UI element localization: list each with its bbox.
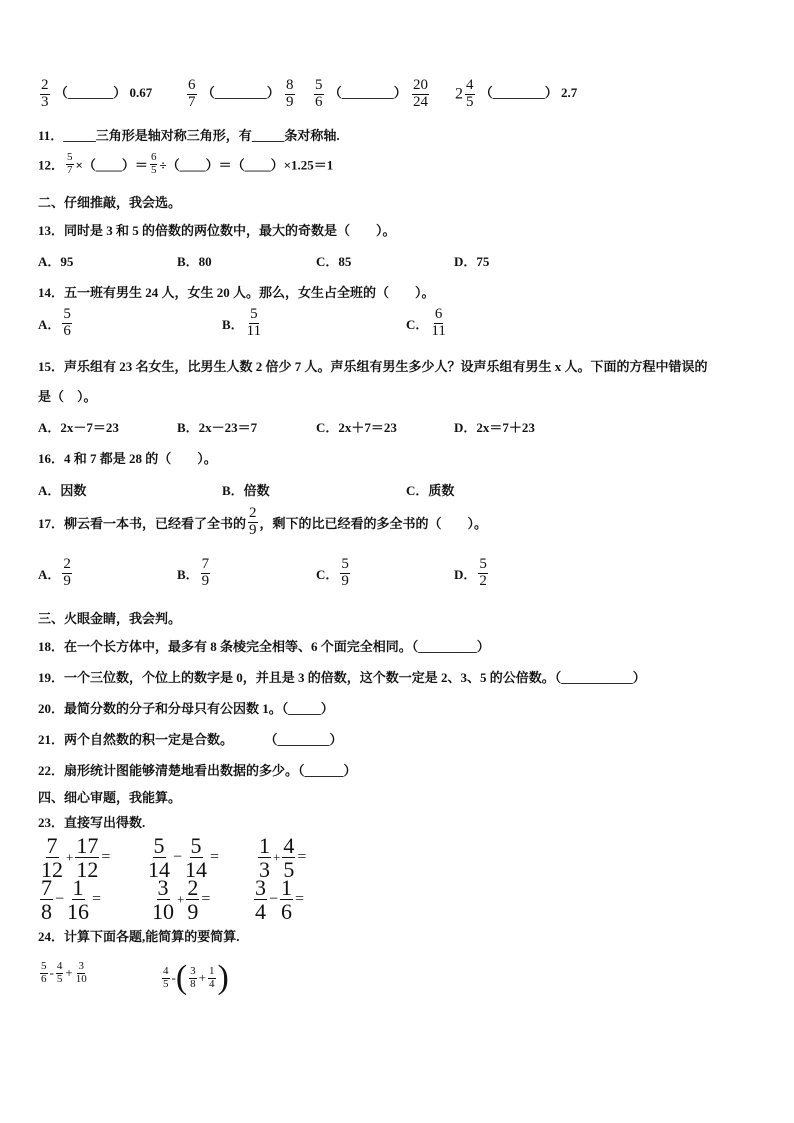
fraction: $\frac{3}{10}$ <box>152 875 174 925</box>
fraction: $\frac{6}{11}$ <box>431 306 446 339</box>
answer-blank[interactable]: _____ <box>63 128 96 143</box>
fraction: $\frac{2}{9}$ <box>63 556 71 589</box>
fraction: $\frac{4}{5}$ <box>163 964 169 990</box>
fraction: $\frac{5}{6}$ <box>315 77 323 110</box>
answer-blank[interactable]: （________） <box>271 732 343 747</box>
fraction: $\frac{5}{6}$ <box>63 306 71 339</box>
q13-option-c[interactable]: C．85 <box>316 254 352 269</box>
question-21: 21．两个自然数的积一定是合数。 （________） <box>38 732 343 747</box>
q10-col3: $\frac{5}{6}$ （________） $\frac{20}{24}$ <box>315 77 429 110</box>
question-19: 19．一个三位数，个位上的数字是 0，并且是 3 的倍数，这个数一定是 2、3、5 的公倍数。（___________） <box>38 670 646 685</box>
q23-expr-2: $\frac{5}{14}$ − $\frac{5}{14}$ = <box>148 833 220 883</box>
fraction: $\frac{5}{14}$ <box>185 833 208 883</box>
q14-option-a[interactable]: A． $\frac{5}{6}$ <box>38 306 71 339</box>
answer-blank[interactable]: _______ <box>67 85 114 101</box>
q16-option-b[interactable]: B．倍数 <box>222 483 270 498</box>
section-title-2: 二、仔细推敲，我会选。 <box>38 195 182 210</box>
question-14: 14．五一班有男生 24 人，女生 20 人。那么，女生占全班的（ ）。 <box>38 285 435 300</box>
q10-row: $\frac{2}{3}$ （_______） 0.67 <box>41 77 153 110</box>
q23-expr-3: $\frac{1}{3}$ + $\frac{4}{5}$ = <box>259 833 307 883</box>
fraction: $\frac{6}{5}$ <box>150 151 157 176</box>
fraction: $\frac{1}{3}$ <box>259 833 270 883</box>
section-title-4: 四、细心审题，我能算。 <box>38 790 182 805</box>
q17-option-c[interactable]: C． $\frac{5}{9}$ <box>316 556 349 589</box>
fraction: $\frac{3}{4}$ <box>255 875 266 925</box>
fraction: $\frac{5}{6}$ <box>41 960 47 985</box>
fraction: $\frac{7}{9}$ <box>201 556 210 589</box>
fraction: $\frac{2}{9}$ <box>249 505 257 538</box>
q24-expr-1: $\frac{5}{6}$ - $\frac{4}{5}$ + $\frac{3}{10}$ <box>41 960 87 985</box>
fraction: $\frac{17}{12}$ <box>76 833 99 883</box>
section-title-3: 三、火眼金睛，我会判。 <box>38 611 182 626</box>
q23-expr-6: $\frac{3}{4}$ − $\frac{1}{6}$ = <box>255 875 305 925</box>
answer-blank[interactable]: ________ <box>492 85 545 101</box>
q15-option-b[interactable]: B．2x－23＝7 <box>177 420 258 435</box>
q13-option-d[interactable]: D．75 <box>454 254 490 269</box>
q17-option-a[interactable]: A． $\frac{2}{9}$ <box>38 556 71 589</box>
fraction: $\frac{2}{3}$ <box>41 77 49 110</box>
fraction: $\frac{1}{6}$ <box>281 875 293 925</box>
q13-option-a[interactable]: A．95 <box>38 254 74 269</box>
question-23: 23．直接写出得数. <box>38 815 146 830</box>
q14-option-b[interactable]: B． $\frac{5}{11}$ <box>222 306 262 339</box>
fraction: $\frac{7}{12}$ <box>41 833 63 883</box>
question-16: 16．4 和 7 都是 28 的（ ）。 <box>38 451 217 466</box>
q15-option-a[interactable]: A．2x－7＝23 <box>38 420 119 435</box>
q17-option-b[interactable]: B． $\frac{7}{9}$ <box>177 556 210 589</box>
fraction: $\frac{5}{9}$ <box>341 556 349 589</box>
fraction: $\frac{4}{5}$ <box>56 960 63 985</box>
q24-expr-2: $\frac{4}{5}$ -( $\frac{3}{8}$ + $\frac{1}{4}$ ) <box>163 959 229 996</box>
fraction: $\frac{5}{14}$ <box>148 833 170 883</box>
question-12: 12． $\frac{5}{7}$ ×（____）＝ $\frac{6}{5}$ ÷（____）＝（____）×1.25＝1 <box>38 151 334 176</box>
fraction: $\frac{5}{7}$ <box>67 151 73 176</box>
q17-option-d[interactable]: D． $\frac{5}{2}$ <box>454 556 487 589</box>
fraction: $\frac{1}{4}$ <box>209 964 215 990</box>
q15-option-d[interactable]: D．2x＝7＋23 <box>454 420 535 435</box>
question-20: 20．最简分数的分子和分母只有公因数 1。（_____） <box>38 701 334 716</box>
fraction: $\frac{4}{5}$ <box>283 833 295 883</box>
answer-blank[interactable]: ________ <box>341 85 394 101</box>
fraction: $\frac{4}{5}$ <box>466 77 474 110</box>
fraction: $\frac{1}{16}$ <box>67 875 90 925</box>
fraction: $\frac{20}{24}$ <box>413 77 429 110</box>
question-22: 22．扇形统计图能够清楚地看出数据的多少。（______） <box>38 763 357 778</box>
answer-blank[interactable]: ________ <box>214 85 267 101</box>
question-13: 13．同时是 3 和 5 的倍数的两位数中，最大的奇数是（ ）。 <box>38 223 396 238</box>
q10-col2: $\frac{6}{7}$ （________） $\frac{8}{9}$ <box>188 77 294 110</box>
fraction: $\frac{6}{7}$ <box>188 77 196 110</box>
fraction: $\frac{3}{8}$ <box>190 964 196 990</box>
fraction: $\frac{3}{10}$ <box>75 960 87 985</box>
q16-option-c[interactable]: C．质数 <box>406 483 455 498</box>
q10-col4: 2 $\frac{4}{5}$ （________） 2.7 <box>455 77 578 110</box>
q13-option-b[interactable]: B．80 <box>177 254 212 269</box>
answer-blank[interactable]: _____ <box>251 128 285 143</box>
question-18: 18．在一个长方体中，最多有 8 条棱完全相等、6 个面完全相同。（_________） <box>38 639 490 654</box>
question-11: 11．_____三角形是轴对称三角形，有_____条对称轴. <box>38 128 340 143</box>
fraction: $\frac{8}{9}$ <box>286 77 294 110</box>
question-15: 15．声乐组有 23 名女生，比男生人数 2 倍少 7 人。声乐组有男生多少人？设声乐组有男生 x 人。下面的方程中错误的 <box>38 359 708 374</box>
q16-option-a[interactable]: A．因数 <box>38 483 87 498</box>
q23-expr-1: $\frac{7}{12}$ + $\frac{17}{12}$ = <box>41 833 111 883</box>
fraction: $\frac{2}{9}$ <box>187 875 199 925</box>
question-24: 24．计算下面各题,能简算的要简算. <box>38 929 240 944</box>
q23-expr-5: $\frac{3}{10}$ + $\frac{2}{9}$ = <box>152 875 211 925</box>
q23-expr-4: $\frac{7}{8}$ − $\frac{1}{16}$ = <box>41 875 102 925</box>
q15-option-c[interactable]: C．2x＋7＝23 <box>316 420 397 435</box>
q14-option-c[interactable]: C． $\frac{6}{11}$ <box>406 306 446 339</box>
question-17: 17．柳云看一本书，已经看了全书的 $\frac{2}{9}$ ，剩下的比已经看的多全书的（ ）。 <box>38 505 488 538</box>
question-15-cont: 是（ ）。 <box>38 389 97 404</box>
fraction: $\frac{7}{8}$ <box>41 875 52 925</box>
fraction: $\frac{5}{2}$ <box>479 556 487 589</box>
fraction: $\frac{5}{11}$ <box>246 306 262 339</box>
